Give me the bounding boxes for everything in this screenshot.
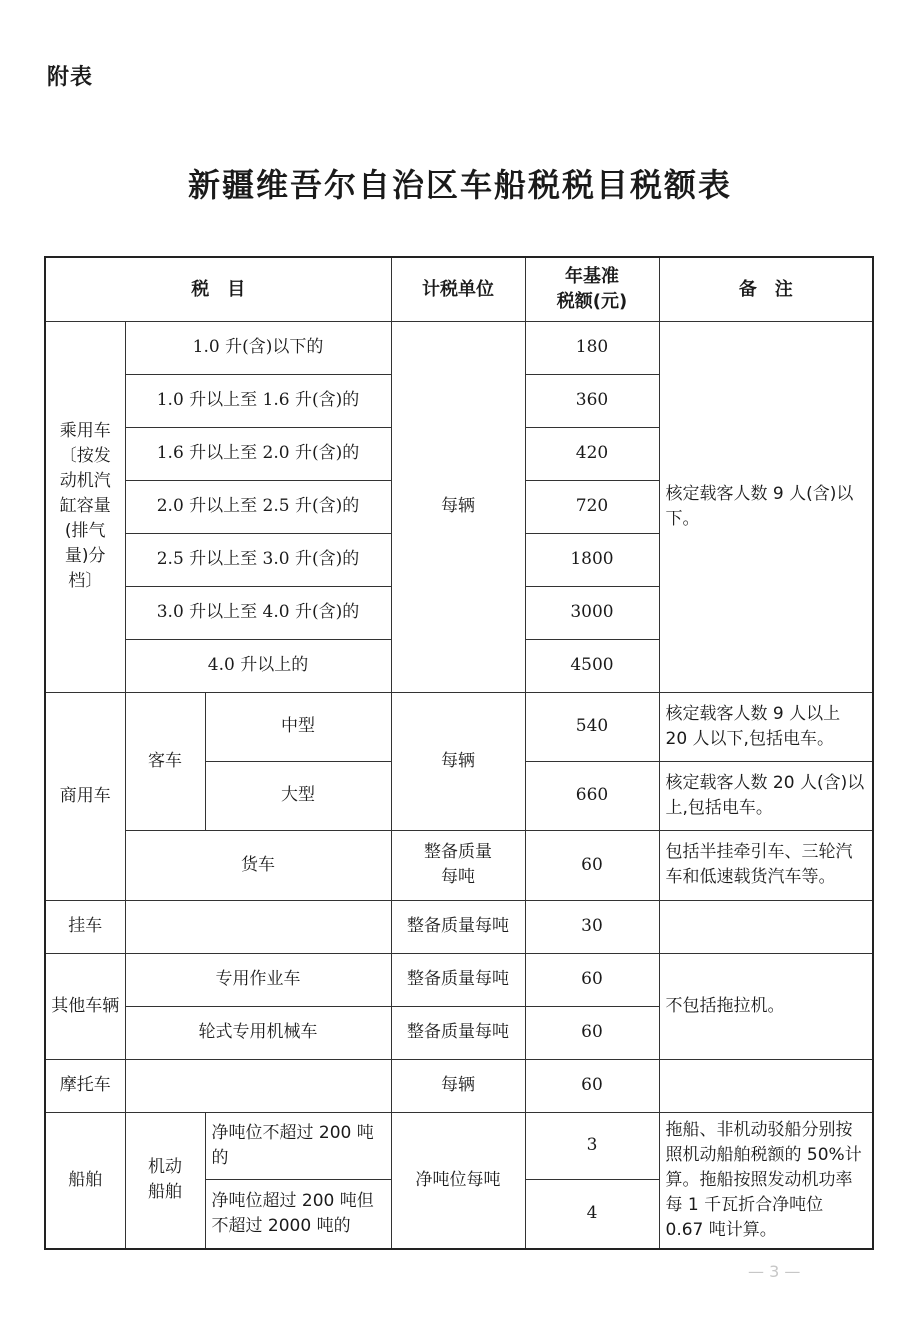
other-remark: 不包括拖拉机。 [659,953,873,1059]
vessel-unit: 净吨位每吨 [391,1112,525,1249]
header-amount-line1: 年基准 [565,266,619,288]
vessel-amount: 3 [525,1112,659,1179]
other-amount: 60 [525,1006,659,1059]
vessel-label: 船舶 [45,1112,125,1249]
table-row [45,692,873,761]
page-number: — 3 — [748,1262,801,1281]
other-desc: 轮式专用机械车 [125,1006,391,1059]
bus-unit: 每辆 [391,692,525,830]
vessel-amount: 4 [525,1179,659,1249]
motorcycle-desc-empty [125,1059,391,1112]
bus-large-amount: 660 [525,761,659,830]
header-row [45,257,873,321]
bus-label: 客车 [125,692,205,830]
passenger-desc: 2.5 升以上至 3.0 升(含)的 [125,533,391,586]
table-row [45,953,873,1006]
vessel-desc: 净吨位超过 200 吨但不超过 2000 吨的 [205,1179,391,1249]
passenger-desc: 4.0 升以上的 [125,639,391,692]
table-row [45,900,873,953]
other-desc: 专用作业车 [125,953,391,1006]
bus-large-remark: 核定载客人数 20 人(含)以上,包括电车。 [659,761,873,830]
other-vehicles-label: 其他车辆 [45,953,125,1059]
table-row [45,830,873,900]
truck-desc: 货车 [125,830,391,900]
truck-amount: 60 [525,830,659,900]
header-unit: 计税单位 [391,257,525,321]
passenger-desc: 1.0 升(含)以下的 [125,321,391,374]
passenger-amount: 720 [525,480,659,533]
trailer-desc-empty [125,900,391,953]
passenger-amount: 420 [525,427,659,480]
trailer-unit: 整备质量每吨 [391,900,525,953]
vessel-desc: 净吨位不超过 200 吨的 [205,1112,391,1179]
passenger-amount: 1800 [525,533,659,586]
header-amount-line2: 税额(元) [556,291,628,313]
passenger-unit: 每辆 [391,321,525,692]
header-remark: 备 注 [659,257,873,321]
truck-unit: 整备质量每吨 [391,830,525,900]
other-unit: 整备质量每吨 [391,1006,525,1059]
table-row [45,1112,873,1179]
commercial-label: 商用车 [45,692,125,900]
motorcycle-amount: 60 [525,1059,659,1112]
passenger-amount: 180 [525,321,659,374]
header-amount [525,257,659,321]
bus-medium-remark: 核定载客人数 9 人以上 20 人以下,包括电车。 [659,692,873,761]
trailer-label: 挂车 [45,900,125,953]
passenger-amount: 360 [525,374,659,427]
bus-large-desc: 大型 [205,761,391,830]
table-row [45,1059,873,1112]
motorcycle-unit: 每辆 [391,1059,525,1112]
other-unit: 整备质量每吨 [391,953,525,1006]
passenger-car-label: 乘用车〔按发动机汽缸容量(排气量)分档〕 [45,321,125,692]
passenger-amount: 3000 [525,586,659,639]
motor-vessel-label: 机动船舶 [125,1112,205,1249]
motorcycle-remark-empty [659,1059,873,1112]
vessel-remark: 拖船、非机动驳船分别按照机动船舶税额的 50%计算。拖船按照发动机功率每 1 千瓦折合净吨位 0.67 吨计算。 [659,1112,873,1249]
passenger-desc: 3.0 升以上至 4.0 升(含)的 [125,586,391,639]
passenger-remark: 核定载客人数 9 人(含)以下。 [659,321,873,692]
truck-remark: 包括半挂牵引车、三轮汽车和低速载货汽车等。 [659,830,873,900]
passenger-desc: 2.0 升以上至 2.5 升(含)的 [125,480,391,533]
trailer-remark-empty [659,900,873,953]
trailer-amount: 30 [525,900,659,953]
document-title: 新疆维吾尔自治区车船税税目税额表 [187,166,732,204]
bus-medium-desc: 中型 [205,692,391,761]
appendix-label: 附表 [47,65,94,90]
table-row [45,321,873,374]
other-amount: 60 [525,953,659,1006]
bus-medium-amount: 540 [525,692,659,761]
header-item: 税 目 [45,257,391,321]
passenger-desc: 1.6 升以上至 2.0 升(含)的 [125,427,391,480]
passenger-desc: 1.0 升以上至 1.6 升(含)的 [125,374,391,427]
passenger-amount: 4500 [525,639,659,692]
motorcycle-label: 摩托车 [45,1059,125,1112]
tax-table [44,256,874,1250]
